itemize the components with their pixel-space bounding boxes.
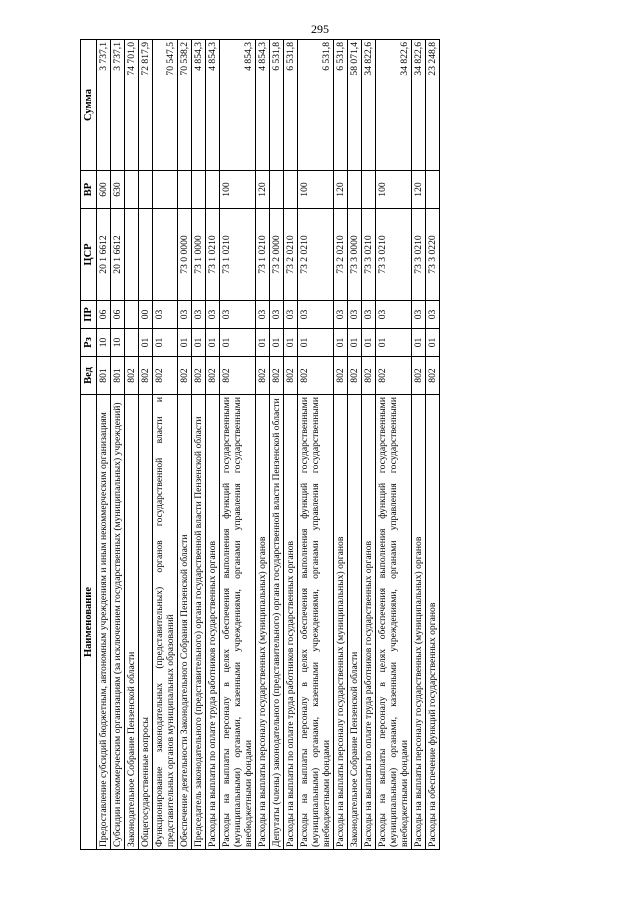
cell-vr [348,171,362,209]
cell-ved: 802 [192,357,206,395]
cell-csr: 73 1 0210 [256,209,270,301]
cell-sum: 6 531,8 [270,40,284,171]
cell-rz: 10 [111,329,125,357]
cell-pr: 03 [412,301,426,329]
cell-pr: 00 [139,301,153,329]
cell-pr: 03 [206,301,220,329]
cell-vr: 630 [111,171,125,209]
cell-vr [139,171,153,209]
table-row [125,40,139,850]
cell-ved: 802 [256,357,270,395]
header-csr: ЦСР [81,209,97,301]
cell-csr: 73 1 0210 [206,209,220,301]
cell-sum: 4 854,3 [220,40,256,171]
cell-pr: 03 [220,301,256,329]
cell-rz: 01 [139,329,153,357]
table-row [348,40,362,850]
cell-ved: 802 [178,357,192,395]
cell-vr [426,171,440,209]
table-row [256,40,270,850]
cell-rz: 01 [270,329,284,357]
cell-vr: 120 [256,171,270,209]
cell-rz: 01 [256,329,270,357]
cell-vr: 120 [412,171,426,209]
cell-csr: 73 3 0220 [426,209,440,301]
cell-vr [284,171,298,209]
cell-pr: 06 [97,301,111,329]
cell-csr: 73 2 0210 [298,209,334,301]
cell-sum: 34 822,6 [376,40,412,171]
cell-csr: 73 3 0210 [412,209,426,301]
table-row [298,40,334,850]
cell-ved: 802 [334,357,348,395]
cell-name: Обеспечение деятельности Законодательного Собрания Пензенской области [178,395,192,850]
table-row [97,40,111,850]
cell-rz: 01 [426,329,440,357]
cell-rz: 01 [412,329,426,357]
table-row [334,40,348,850]
table-row [376,40,412,850]
table-row [192,40,206,850]
cell-pr: 03 [256,301,270,329]
table-row [270,40,284,850]
table-row [153,40,178,850]
cell-pr: 03 [298,301,334,329]
cell-name: Законодательное Собрание Пензенской области [348,395,362,850]
cell-name: Расходы на обеспечение функций государственных органов [426,395,440,850]
cell-vr [125,171,139,209]
table-row [362,40,376,850]
cell-pr: 03 [270,301,284,329]
cell-name: Предоставление субсидий бюджетным, автономным учреждениям и иным некоммерческим организациям [97,395,111,850]
cell-csr: 20 1 6612 [111,209,125,301]
cell-name: Функционирование законодательных (представительных) органов государственной власти и представительных органов муниципальных образований [153,395,178,850]
cell-vr: 100 [376,171,412,209]
cell-ved: 802 [125,357,139,395]
cell-vr [178,171,192,209]
cell-csr [139,209,153,301]
header-name: Наименование [81,395,97,850]
cell-sum: 23 248,8 [426,40,440,171]
cell-name: Расходы на выплаты персоналу государственных (муниципальных) органов [256,395,270,850]
cell-name: Депутаты (члены) законодательного (представительного) органа государственной власти Пензенской области [270,395,284,850]
cell-pr: 03 [284,301,298,329]
cell-csr: 20 1 6612 [97,209,111,301]
cell-csr: 73 1 0000 [192,209,206,301]
cell-csr: 73 3 0210 [376,209,412,301]
page-number: 295 [311,22,329,36]
header-rz: Рз [81,329,97,357]
cell-ved: 802 [220,357,256,395]
cell-ved: 802 [298,357,334,395]
cell-pr: 03 [192,301,206,329]
cell-pr: 03 [348,301,362,329]
cell-vr [153,171,178,209]
table-body [97,40,440,850]
cell-rz [125,329,139,357]
cell-pr: 03 [426,301,440,329]
cell-vr [270,171,284,209]
cell-sum: 6 531,8 [334,40,348,171]
cell-ved: 802 [284,357,298,395]
cell-name: Общегосударственные вопросы [139,395,153,850]
cell-rz: 01 [348,329,362,357]
cell-csr: 73 3 0000 [348,209,362,301]
table-row [284,40,298,850]
cell-sum: 4 854,3 [192,40,206,171]
cell-csr: 73 2 0210 [284,209,298,301]
cell-vr: 100 [220,171,256,209]
cell-rz: 01 [298,329,334,357]
cell-pr: 03 [362,301,376,329]
cell-sum: 72 817,9 [139,40,153,171]
cell-ved: 802 [270,357,284,395]
cell-sum: 6 531,8 [284,40,298,171]
cell-sum: 6 531,8 [298,40,334,171]
table-row [111,40,125,850]
cell-ved: 801 [111,357,125,395]
cell-name: Расходы на выплаты по оплате труда работников государственных органов [362,395,376,850]
cell-rz: 01 [192,329,206,357]
cell-sum: 3 737,1 [97,40,111,171]
cell-pr: 03 [334,301,348,329]
cell-csr [125,209,139,301]
cell-name: Расходы на выплаты персоналу государственных (муниципальных) органов [412,395,426,850]
cell-vr: 600 [97,171,111,209]
cell-rz: 01 [220,329,256,357]
cell-sum: 74 701,0 [125,40,139,171]
cell-vr [192,171,206,209]
cell-ved: 802 [153,357,178,395]
cell-vr: 100 [298,171,334,209]
cell-rz: 01 [178,329,192,357]
cell-ved: 802 [362,357,376,395]
table-header-row [81,40,97,850]
cell-ved: 802 [206,357,220,395]
cell-vr: 120 [334,171,348,209]
cell-sum: 34 822,6 [412,40,426,171]
cell-sum: 4 854,3 [206,40,220,171]
cell-rz: 01 [376,329,412,357]
cell-name: Субсидии некоммерческим организациям (за исключением государственных (муниципальных) учреждений) [111,395,125,850]
cell-name: Расходы на выплаты по оплате труда работников государственных органов [206,395,220,850]
cell-csr: 73 3 0210 [362,209,376,301]
cell-csr: 73 0 0000 [178,209,192,301]
cell-rz: 01 [153,329,178,357]
header-sum: Сумма [81,40,97,171]
cell-pr: 03 [376,301,412,329]
cell-csr: 73 1 0210 [220,209,256,301]
rotated-table-container [80,40,530,850]
table-row [220,40,256,850]
cell-name: Расходы на выплаты по оплате труда работников государственных органов [284,395,298,850]
table-row [412,40,426,850]
cell-rz: 01 [334,329,348,357]
cell-name: Расходы на выплаты персоналу в целях обеспечения выполнения функций государственными (муниципальными) органами, казенными учреждениями, органами управления государственными внебюджетными фондами [220,395,256,850]
cell-csr: 73 2 0210 [334,209,348,301]
table-row [206,40,220,850]
cell-csr: 73 2 0000 [270,209,284,301]
cell-ved: 802 [412,357,426,395]
cell-name: Председатель законодательного (представительного) органа государственной власти Пензенской области [192,395,206,850]
cell-sum: 58 071,4 [348,40,362,171]
cell-ved: 802 [426,357,440,395]
cell-ved: 802 [348,357,362,395]
budget-table [80,39,440,850]
cell-name: Расходы на выплаты персоналу в целях обеспечения выполнения функций государственными (муниципальными) органами, казенными учреждениями, органами управления государственными внебюджетными фондами [376,395,412,850]
cell-pr: 03 [153,301,178,329]
cell-pr: 06 [111,301,125,329]
cell-sum: 34 822,6 [362,40,376,171]
header-ved: Вед [81,357,97,395]
cell-rz: 10 [97,329,111,357]
cell-csr [153,209,178,301]
cell-vr [206,171,220,209]
cell-rz: 01 [284,329,298,357]
cell-name: Законодательное Собрание Пензенской области [125,395,139,850]
table-row [426,40,440,850]
cell-vr [362,171,376,209]
cell-sum: 4 854,3 [256,40,270,171]
cell-rz: 01 [362,329,376,357]
cell-name: Расходы на выплаты персоналу в целях обеспечения выполнения функций государственными (муниципальными) органами, казенными учреждениями, органами управления государственными внебюджетными фондами [298,395,334,850]
table-row [178,40,192,850]
cell-ved: 802 [376,357,412,395]
cell-sum: 70 547,5 [153,40,178,171]
header-vr: ВР [81,171,97,209]
cell-rz: 01 [206,329,220,357]
cell-sum: 3 737,1 [111,40,125,171]
cell-pr [125,301,139,329]
cell-name: Расходы на выплаты персоналу государственных (муниципальных) органов [334,395,348,850]
cell-ved: 801 [97,357,111,395]
table-row [139,40,153,850]
header-pr: ПР [81,301,97,329]
cell-sum: 70 538,2 [178,40,192,171]
cell-ved: 802 [139,357,153,395]
cell-pr: 03 [178,301,192,329]
